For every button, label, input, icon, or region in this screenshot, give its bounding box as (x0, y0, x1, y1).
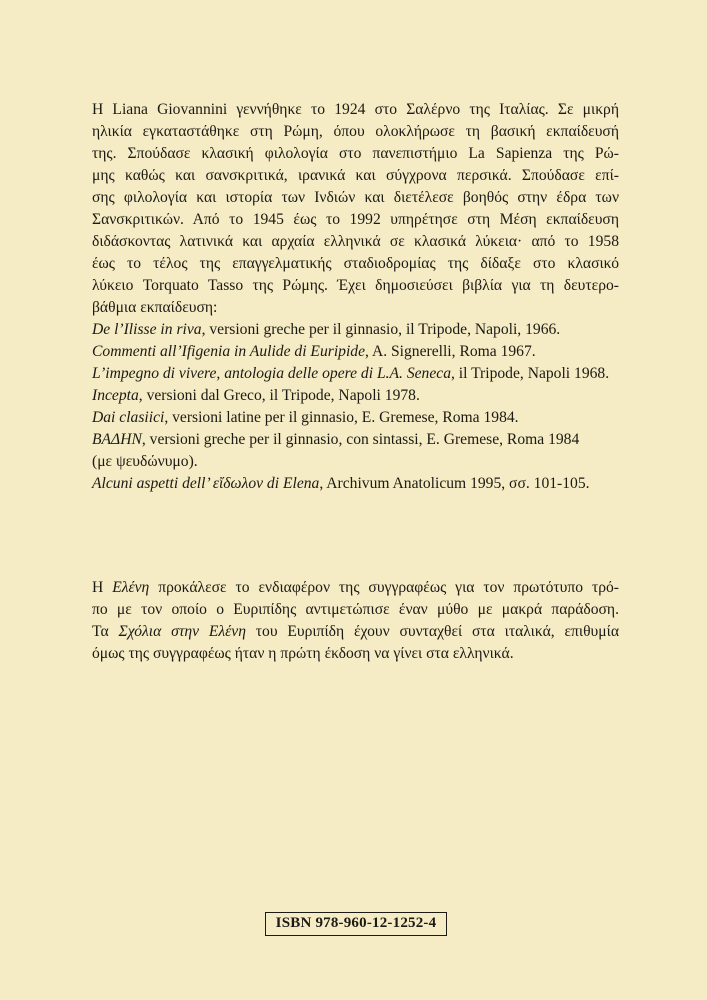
publication-title: ΒΑΔΗΝ (92, 431, 142, 448)
description-line: πο με τον οποίο ο Ευριπίδης αντιμετώπισε έναν μύθο με μακρά παράδοση. (92, 601, 619, 618)
publication-details: , versioni greche per il ginnasio, il Tripode, Napoli, 1966. (201, 321, 561, 338)
description-line (92, 621, 619, 643)
description-line (92, 577, 619, 599)
bio-line: Σανσκριτικών. Από το 1945 έως το 1992 υπηρέτησε στη Μέση εκπαίδευση (92, 211, 619, 228)
biography-paragraph (92, 99, 619, 319)
italic-title: στην Ελένη (171, 623, 246, 640)
publication-title: Dai clasiici (92, 409, 165, 426)
bio-line: ηλικία εγκαταστάθηκε στη Ρώμη, όπου ολοκλήρωσε τη βασική εκπαίδευσή (92, 123, 619, 140)
publication-details: , il Tripode, Napoli 1968. (451, 365, 610, 382)
text-run: Τα (92, 623, 119, 640)
author-biography (92, 99, 619, 495)
publication-item (92, 341, 619, 363)
publication-item (92, 385, 619, 407)
publication-item (92, 473, 619, 495)
publication-title: Commenti all’Ifigenia in Aulide di Euripide (92, 343, 366, 360)
text-run (161, 623, 171, 640)
italic-title: Σχόλια (118, 623, 162, 640)
bio-line: βάθμια εκπαίδευση: (92, 299, 218, 316)
publication-details: , A. Signerelli, Roma 1967. (365, 343, 536, 360)
publication-item (92, 363, 619, 385)
publication-details: , Archivum Anatolicum 1995, σσ. 101-105. (319, 475, 590, 492)
description-line: όμως της συγγραφέως ήταν η πρώτη έκδοση να γίνει στα ελληνικά. (92, 645, 514, 662)
italic-title: Ελένη (112, 579, 150, 596)
publication-title: Alcuni aspetti dell’ εἴδωλον di Elena (92, 475, 320, 492)
publication-item (92, 319, 619, 341)
text-run: προκάλεσε το ενδιαφέρον της συγγραφέως για τον πρωτότυπο τρό- (149, 579, 619, 596)
bio-line: της. Σπούδασε κλασική φιλολογία στο πανεπιστήμιο La Sapienza της Ρώ- (92, 145, 619, 162)
text-run: Η (92, 579, 113, 596)
bio-line: σης φιλολογία και ιστορία των Ινδιών και διετέλεσε βοηθός στην έδρα των (92, 189, 619, 206)
bio-line: έως το τέλος της επαγγελματικής σταδιοδρομίας της δίδαξε στο κλασικό (92, 255, 619, 272)
publication-item (92, 429, 619, 473)
isbn-box: ISBN 978-960-12-1252-4 (265, 912, 447, 936)
publication-title: De l’Ilisse in riva (92, 321, 202, 338)
publication-details: , versioni greche per il ginnasio, con sintassi, E. Gremese, Roma 1984 (141, 431, 580, 448)
book-description (92, 577, 619, 665)
publication-note: (με ψευδώνυμο). (92, 453, 198, 470)
publication-title: L’impegno di vivere, antologia delle opere di L.A. Seneca (92, 365, 451, 382)
text-run: του Ευριπίδη έχουν συνταχθεί στα ιταλικά, επιθυμία (245, 623, 619, 640)
bio-line: διδάσκοντας λατινικά και αρχαία ελληνικά σε κλασικά λύκεια· από το 1958 (92, 233, 619, 250)
publication-title: Incepta (92, 387, 139, 404)
publications-list (92, 319, 619, 495)
publication-details: , versioni latine per il ginnasio, E. Gremese, Roma 1984. (164, 409, 519, 426)
bio-line: μης καθώς και σανσκριτικά, ιρανικά και σύγχρονα περσικά. Σπούδασε επί- (92, 167, 619, 184)
bio-line: Η Liana Giovannini γεννήθηκε το 1924 στο Σαλέρνο της Ιταλίας. Σε μικρή (92, 101, 619, 118)
publication-item (92, 407, 619, 429)
publication-details: , versioni dal Greco, il Tripode, Napoli 1978. (138, 387, 420, 404)
bio-line: λύκειο Torquato Tasso της Ρώμης. Έχει δημοσιεύσει βιβλία για τη δευτερο- (92, 277, 619, 294)
